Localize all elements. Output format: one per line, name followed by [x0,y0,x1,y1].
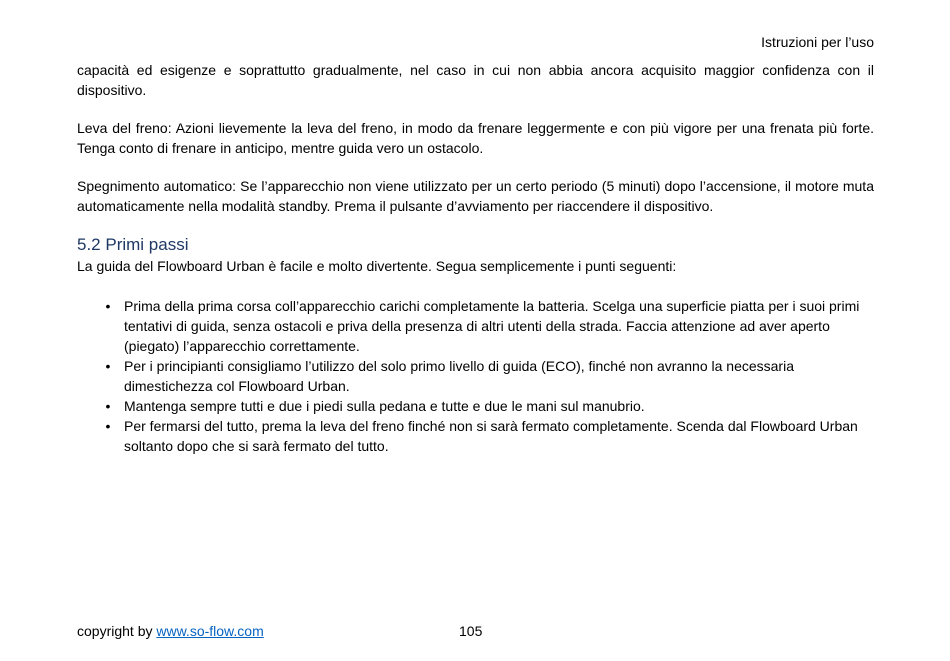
list-item [77,356,864,396]
page-content [77,60,874,456]
copyright-text: copyright by [77,623,157,639]
bullet-icon: • [105,418,111,434]
running-header: Istruzioni per l’uso [761,34,874,50]
paragraph-brake-lever: Leva del freno: Azioni lievemente la leva del freno, in modo da frenare leggermente e con più vigore per una frenata più forte. Tenga conto di frenare in anticipo, mentre guida vero un ostacolo. [77,120,874,156]
steps-list [77,296,874,456]
list-item [77,416,864,456]
page-footer [77,622,264,640]
page-number: 105 [459,623,483,639]
list-item-text: Per i principianti consigliamo l’utilizzo del solo primo livello di guida (ECO), finché non avranno la necessaria dimestichezza col Flowboard Urban. [124,358,794,394]
list-item-text: Mantenga sempre tutti e due i piedi sulla pedana e tutte e due le mani sul manubrio. [124,398,645,414]
section-intro: La guida del Flowboard Urban è facile e molto divertente. Segua semplicemente i punti seguenti: [77,258,677,274]
list-item [77,296,864,356]
section-heading: 5.2 Primi passi [77,235,189,254]
bullet-icon: • [105,398,111,414]
bullet-icon: • [105,298,111,314]
list-item-text: Per fermarsi del tutto, prema la leva del freno finché non si sarà fermato completamente. Scenda dal Flowboard Urban soltanto dopo che si sarà fermato del tutto. [124,418,858,454]
website-link[interactable]: www.so-flow.com [156,623,264,639]
paragraph-auto-shutdown: Spegnimento automatico: Se l’apparecchio non viene utilizzato per un certo periodo (5 minuti) dopo l’accensione, il motore muta automaticamente nella modalità standby. Prema il pulsante d’avviamento per riaccendere il dispositivo. [77,178,874,214]
list-item-text: Prima della prima corsa coll’apparecchio carichi completamente la batteria. Scelga una superficie piatta per i suoi primi tentativi di guida, senza ostacoli e priva della presenza di altri utenti della strada. Faccia attenzione ad aver aperto (piegato) l’apparecchio correttamente. [124,298,860,354]
list-item [77,396,864,416]
paragraph-continuation: capacità ed esigenze e soprattutto gradualmente, nel caso in cui non abbia ancora acquisito maggior confidenza con il dispositivo. [77,62,874,98]
bullet-icon: • [105,358,111,374]
